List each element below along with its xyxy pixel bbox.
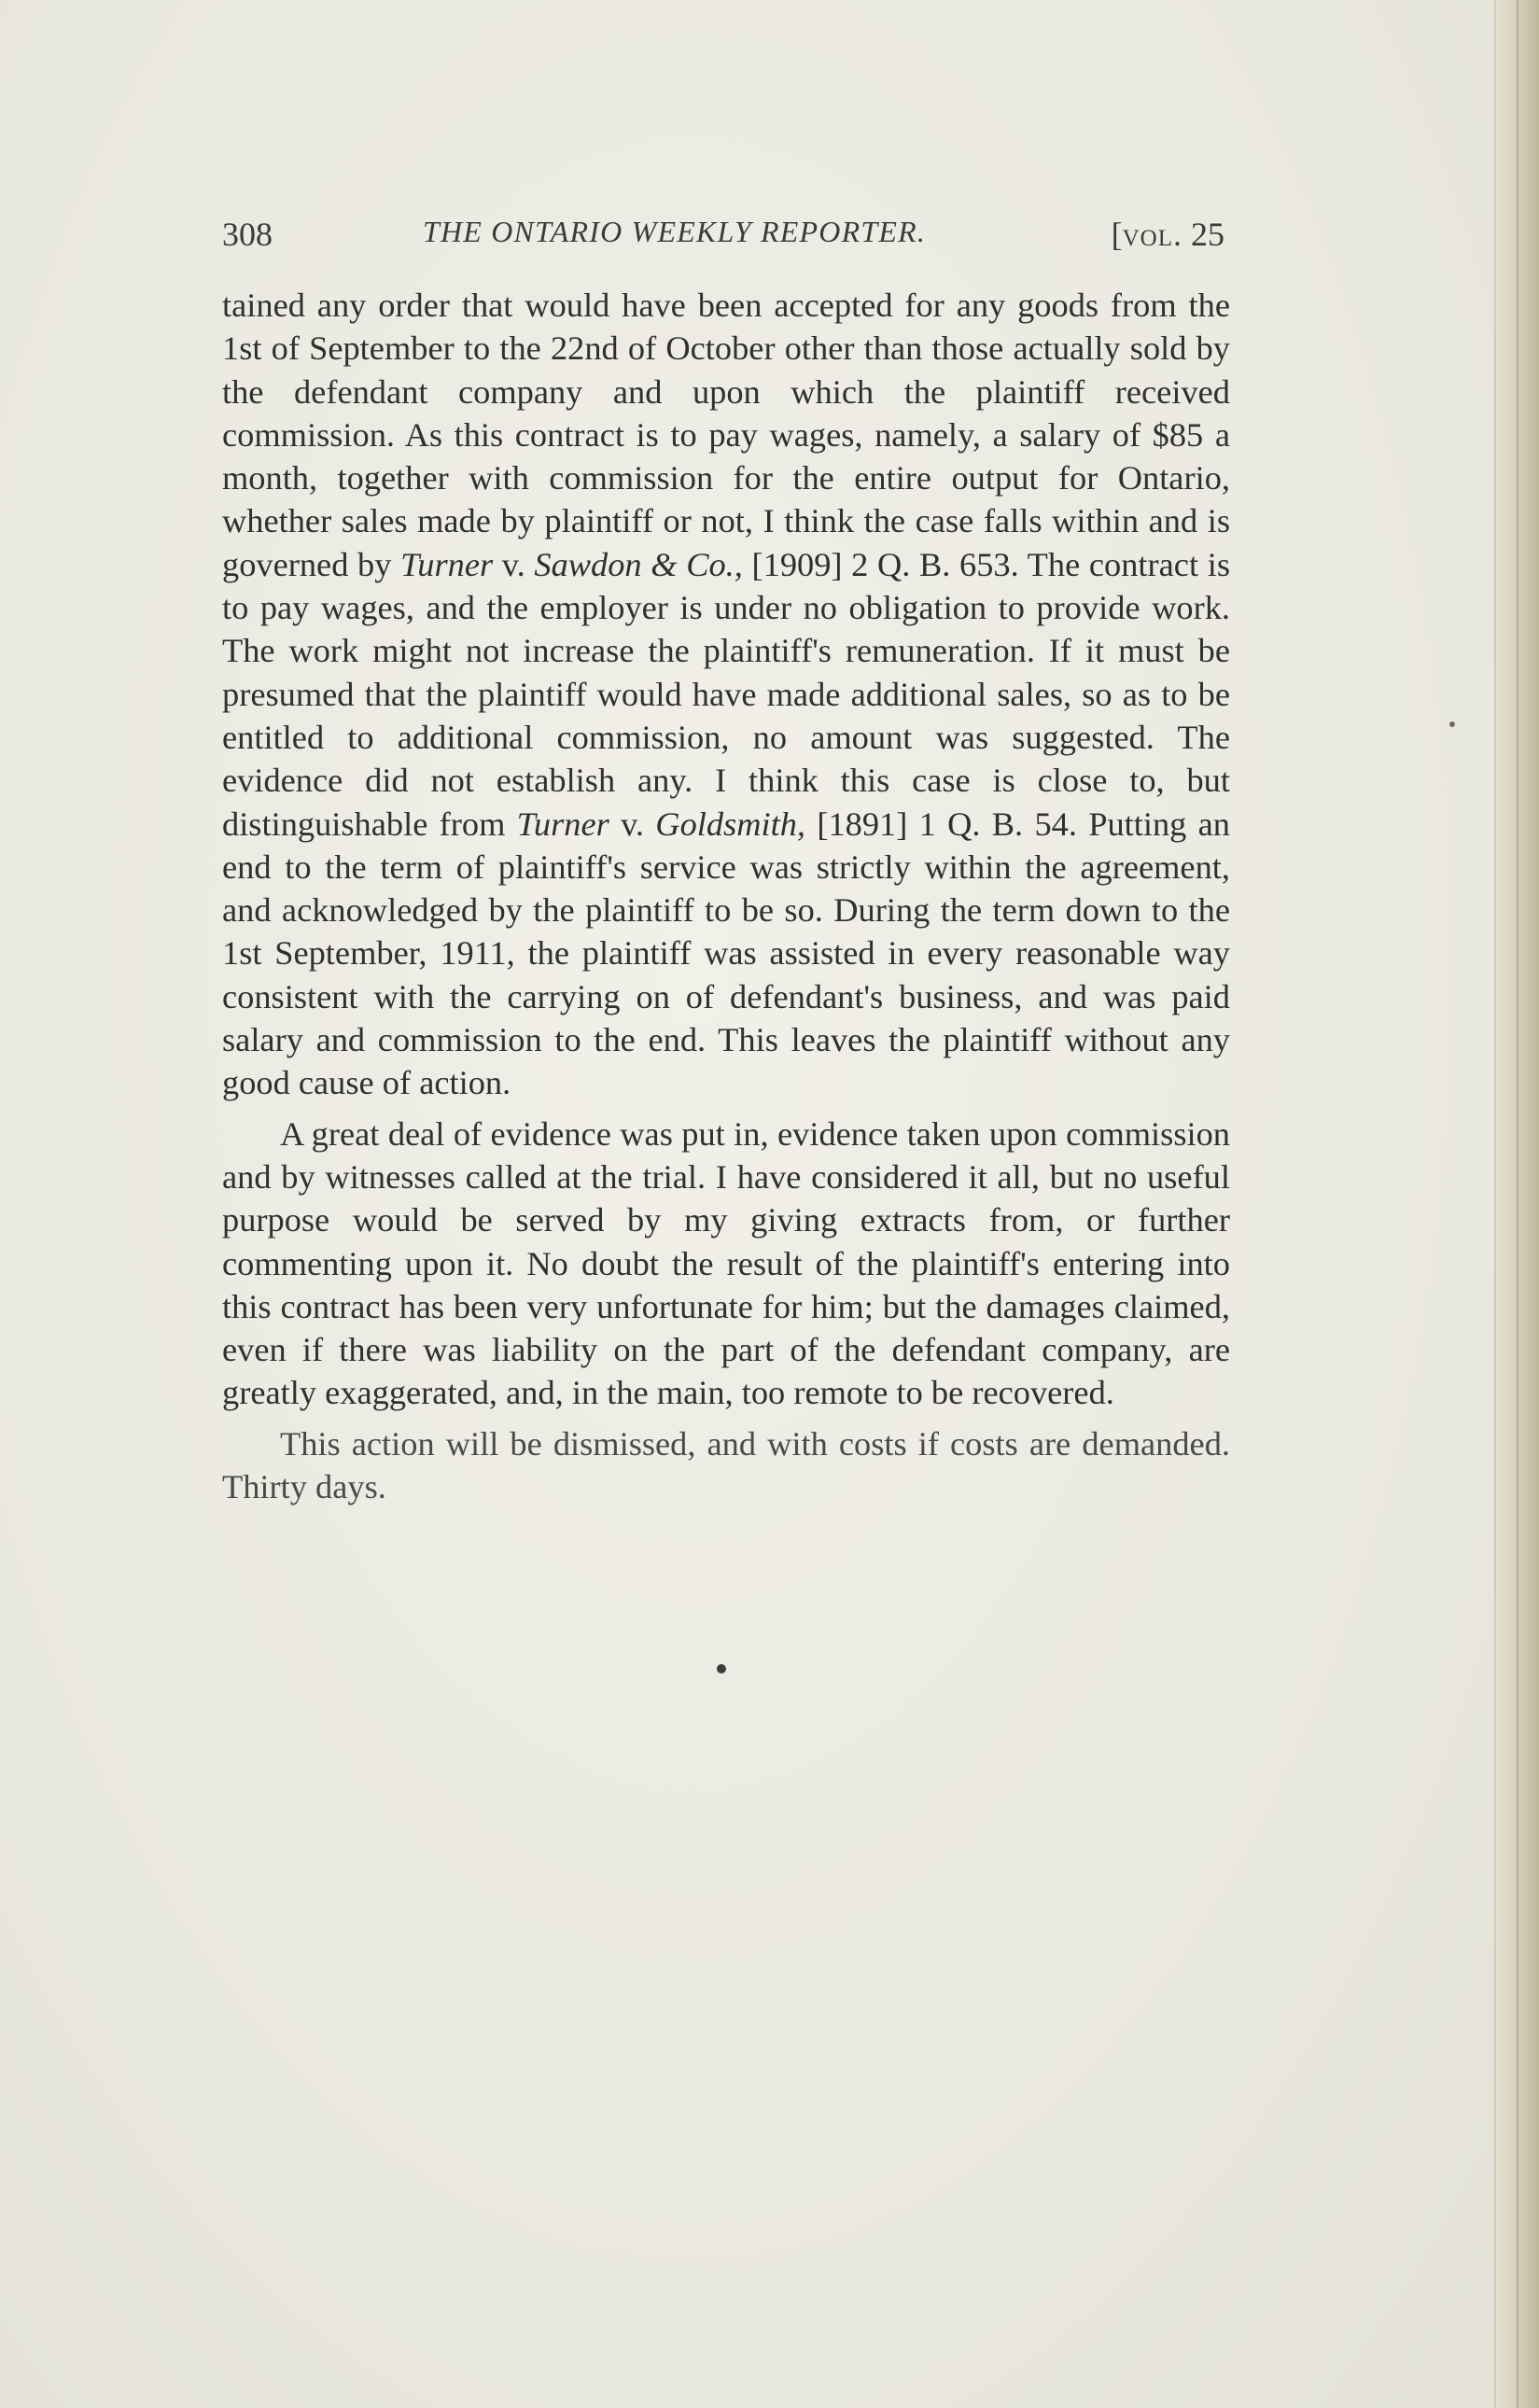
volume-label: [vol. 25	[1111, 216, 1224, 253]
binding-line	[1517, 0, 1518, 2408]
ink-speck	[1449, 721, 1455, 727]
paragraph-3: This action will be dismissed, and with costs if costs are demanded. Thirty days.	[222, 1424, 1230, 1506]
ink-speck	[717, 1664, 726, 1673]
page-number: 308	[222, 216, 273, 253]
case-name: Turner	[516, 805, 609, 843]
case-name: Sawdon & Co.,	[534, 545, 743, 583]
paragraph-2: A great deal of evidence was put in, evidence taken upon commission and by witnesses called at the trial. I have considered it all, but no useful purpose would be served by my giving extracts from, or further commenting upon it. No doubt the result of the plaintiff's entering into this contract has been very unfortunate for him; but the damages claimed, even if there was liability on the part of the defendant company, are greatly exaggerated, and, in the main, too remote to be recovered.	[222, 1114, 1230, 1412]
volume-abbrev: vol.	[1122, 216, 1182, 253]
case-name: Turner	[400, 545, 494, 583]
case-name: Goldsmith,	[655, 805, 806, 843]
journal-title: THE ONTARIO WEEKLY REPORTER.	[423, 215, 927, 248]
paragraph-1: tained any order that would have been accepted for any goods from the 1st of September to the 22nd of October other than those actually sold by the defendant company and upon which the plaintiff received commission. As this contract is to pay wages, namely, a salary of $85 a month, together with commission for the entire output for Ontario, whether sales made by plaintiff or not, I think the case falls within and is governed by Turner v. Sawdon & Co., [1909] 2 Q. B. 653. The contract is to pay wages, and the employer is under no obligation to provide work. The work might not increase the plaintiff's remuneration. If it must be presumed that the plaintiff would have made additional sales, so as to be entitled to additional commission, no amount was suggested. The evidence did not establish any. I think this case is close to, but distinguishable from Turner v. Goldsmith, [1891] 1 Q. B. 54. Putting an end to the term of plaintiff's service was strictly within the agreement, and acknowledged by the plaintiff to be so. During the term down to the 1st September, 1911, the plaintiff was assisted in every reasonable way consistent with the carrying on of defendant's business, and was paid salary and commission to the end. This leaves the plaintiff without any good cause of action.	[222, 287, 1231, 1102]
body-text	[222, 284, 1230, 1508]
running-head	[222, 209, 1224, 265]
